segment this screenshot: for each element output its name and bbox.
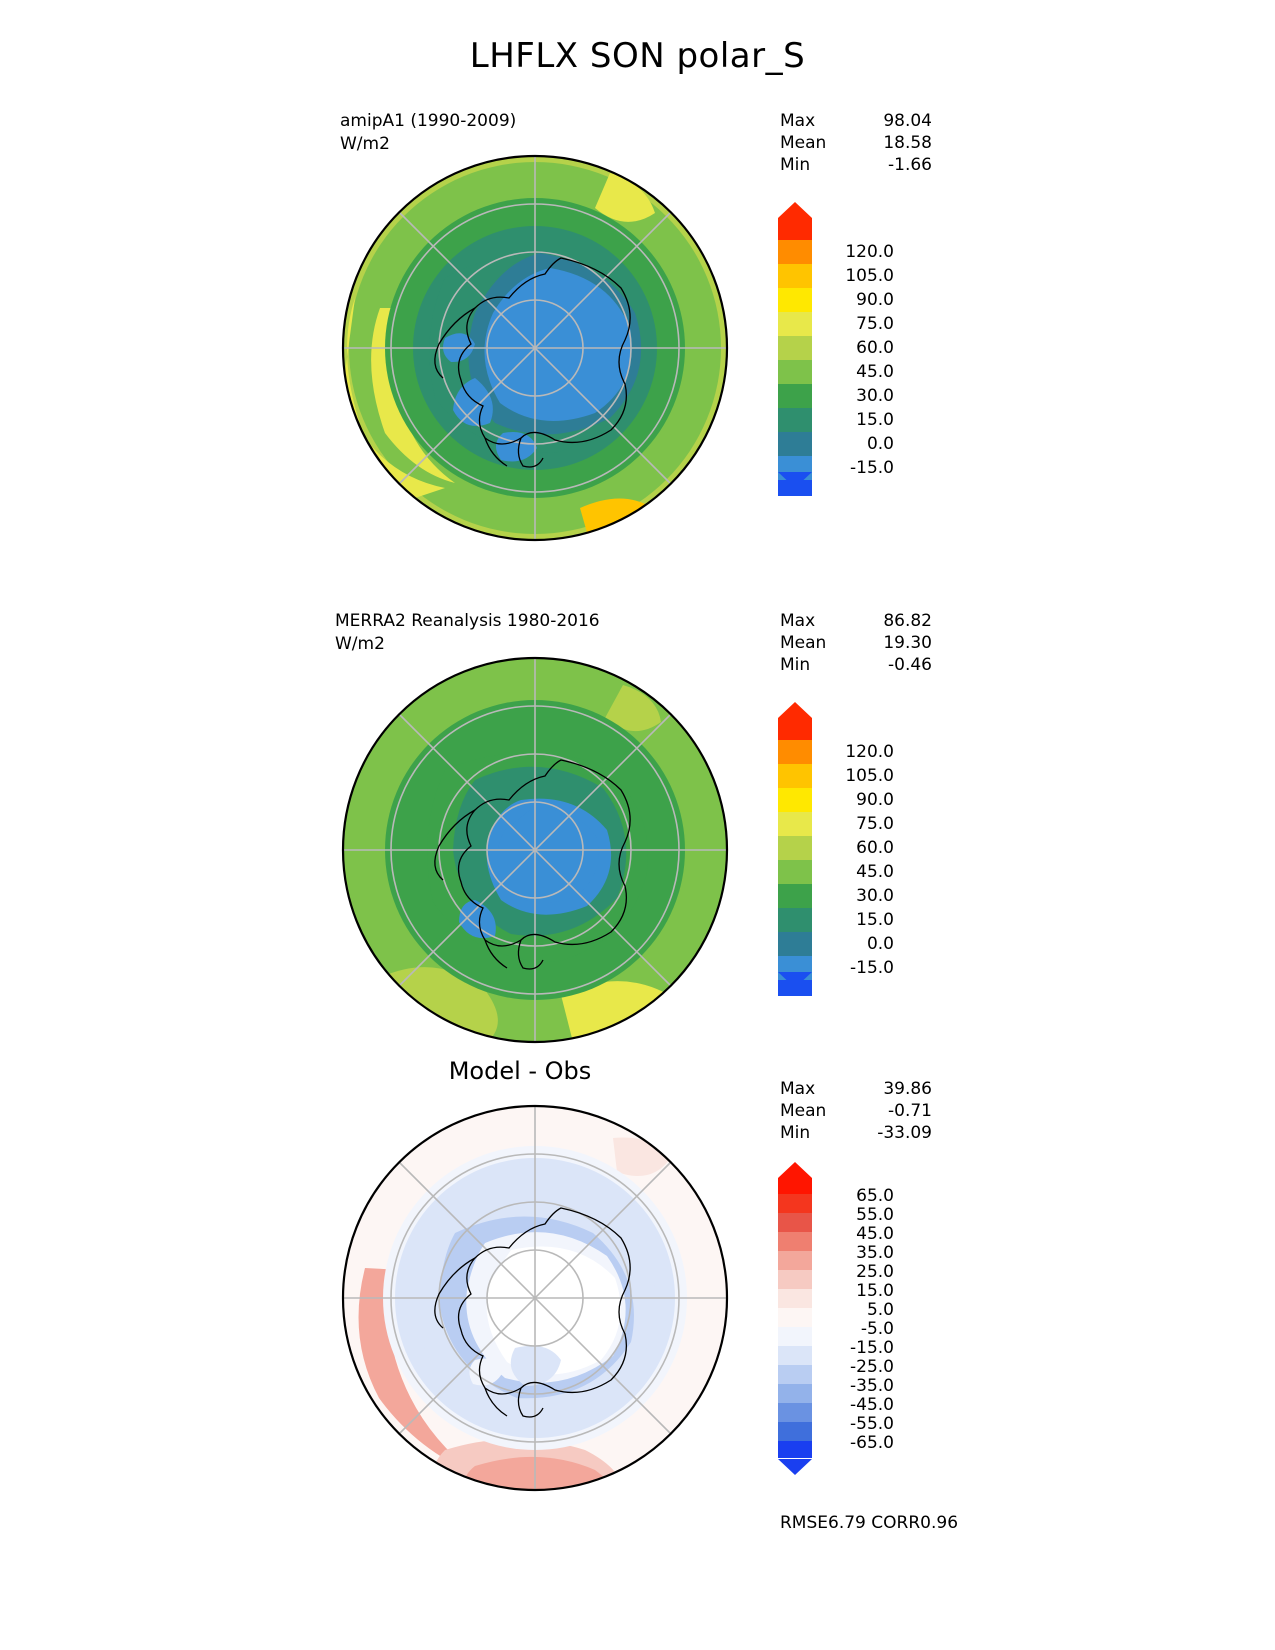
colorbar-tick: 90.0 xyxy=(856,290,894,310)
panel-1-header-line1: amipA1 (1990-2009) xyxy=(340,111,517,131)
colorbar-tick: 75.0 xyxy=(856,814,894,834)
panel-3-footer-stats xyxy=(780,1512,958,1534)
colorbar-segments xyxy=(778,718,812,996)
colorbar-extend-min-arrow xyxy=(778,972,812,988)
colorbar-extend-min-arrow xyxy=(778,1459,812,1475)
colorbar-tick: -25.0 xyxy=(850,1357,894,1377)
colorbar-tick: 15.0 xyxy=(856,1281,894,1301)
colorbar-tick: 45.0 xyxy=(856,862,894,882)
colorbar-tick: 15.0 xyxy=(856,410,894,430)
colorbar-tick: 65.0 xyxy=(856,1186,894,1206)
panel-obs xyxy=(0,560,1275,1080)
page-title: LHFLX SON polar_S xyxy=(469,36,806,76)
stat-row: Min -33.09 xyxy=(780,1123,932,1143)
colorbar-tick: 90.0 xyxy=(856,790,894,810)
colorbar-tick: -15.0 xyxy=(850,958,894,978)
colorbar-tick: -15.0 xyxy=(850,458,894,478)
colorbar-tick: 35.0 xyxy=(856,1243,894,1263)
stat-row: RMSE6.79 xyxy=(780,1513,866,1533)
colorbar-tick: 5.0 xyxy=(866,1300,894,1320)
colorbar-tick: 30.0 xyxy=(856,886,894,906)
colorbar-tick: 0.0 xyxy=(866,434,894,454)
stat-row: Max 39.86 xyxy=(780,1079,932,1099)
stat-row: Min -1.66 xyxy=(780,155,932,175)
panel-1-header-line2: W/m2 xyxy=(340,134,390,154)
colorbar-segments xyxy=(778,218,812,496)
colorbar-tick: 105.0 xyxy=(845,766,894,786)
stat-row: Min -0.46 xyxy=(780,655,932,675)
panel-1-stats xyxy=(780,110,932,176)
colorbar-tick: 60.0 xyxy=(856,338,894,358)
panel-model xyxy=(0,0,1275,560)
panel-3-stats xyxy=(780,1078,932,1144)
colorbar-segments xyxy=(778,1178,812,1458)
colorbar-extend-max-arrow xyxy=(778,202,812,218)
polar-map-model xyxy=(325,148,745,548)
colorbar-tick: 15.0 xyxy=(856,910,894,930)
stat-row: Mean 19.30 xyxy=(780,633,932,653)
stat-row: Max 86.82 xyxy=(780,611,932,631)
stat-row: Mean 18.58 xyxy=(780,133,932,153)
colorbar-tick: 25.0 xyxy=(856,1262,894,1282)
colorbar-extend-min-arrow xyxy=(778,472,812,488)
panel-difference xyxy=(0,1040,1275,1650)
stat-row: Max 98.04 xyxy=(780,111,932,131)
panel-2-stats xyxy=(780,610,932,676)
colorbar-tick: 0.0 xyxy=(866,934,894,954)
colorbar-tick: -15.0 xyxy=(850,1338,894,1358)
colorbar-tick: 75.0 xyxy=(856,314,894,334)
panel-3-header-line1: Model - Obs xyxy=(448,1057,592,1085)
colorbar-tick: 120.0 xyxy=(845,242,894,262)
colorbar-tick: -45.0 xyxy=(850,1395,894,1415)
colorbar-tick: 30.0 xyxy=(856,386,894,406)
colorbar-tick: 105.0 xyxy=(845,266,894,286)
polar-map-difference xyxy=(325,1098,745,1498)
colorbar-tick: 55.0 xyxy=(856,1205,894,1225)
panel-2-header-line2: W/m2 xyxy=(335,634,385,654)
stat-row: CORR0.96 xyxy=(871,1513,959,1533)
colorbar-tick: 120.0 xyxy=(845,742,894,762)
stat-row: Mean -0.71 xyxy=(780,1101,932,1121)
panel-2-header-line1: MERRA2 Reanalysis 1980-2016 xyxy=(335,611,600,631)
polar-map-obs xyxy=(325,650,745,1050)
colorbar-tick: -5.0 xyxy=(860,1319,894,1339)
colorbar-tick: -35.0 xyxy=(850,1376,894,1396)
colorbar-tick: -55.0 xyxy=(850,1414,894,1434)
colorbar-tick: 45.0 xyxy=(856,362,894,382)
colorbar-extend-max-arrow xyxy=(778,702,812,718)
colorbar-extend-max-arrow xyxy=(778,1162,812,1178)
colorbar-tick: 60.0 xyxy=(856,838,894,858)
colorbar-tick: -65.0 xyxy=(850,1433,894,1453)
colorbar-tick: 45.0 xyxy=(856,1224,894,1244)
